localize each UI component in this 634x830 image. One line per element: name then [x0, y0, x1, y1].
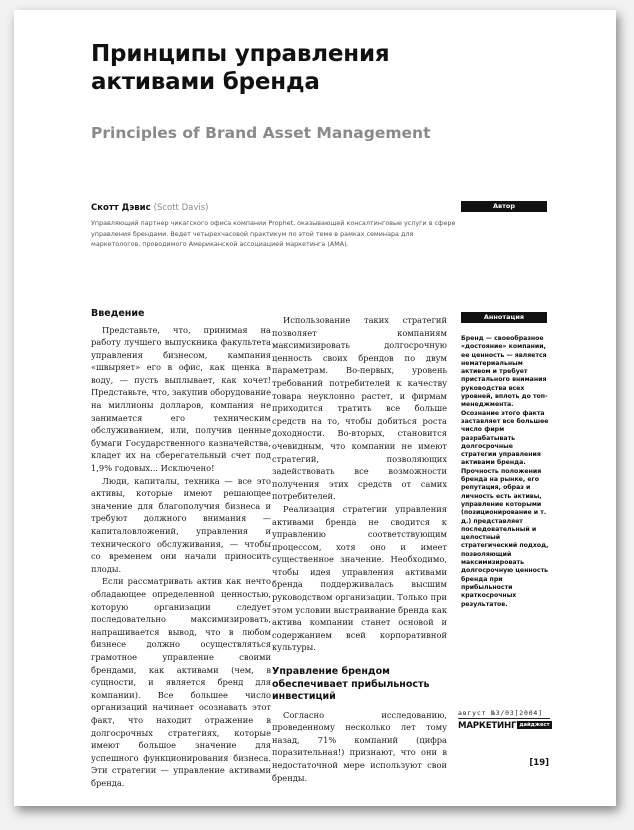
section2-heading: Управление брендом обеспечивает прибыльность инвестиций — [272, 666, 430, 703]
author-name — [91, 203, 208, 213]
intro-heading: Введение — [91, 308, 145, 319]
annotation-label: Аннотация — [461, 312, 547, 323]
col2-paragraph-2: Реализация стратегии управления активами бренда не сводится к управлению соответствующим процессом, хотя оно и имеет существенное значение. Необходимо, чтобы идея управления активами бренда поддерживалась высшим руководством организации. Только при этом условии выстраивание бренда как актива компании станет основой и содержанием всей корпоративной культуры. — [272, 503, 447, 653]
column-2 — [272, 314, 447, 784]
issue-info: август №3/03[2004] — [458, 708, 550, 719]
title-line-1: Принципы управления — [91, 41, 390, 67]
section2-paragraph-1: Согласно исследованию, проведенному несколько лет тому назад, 71% компаний (цифра поразительная!) признают, что они в недостаточной мере используют свои бренды. — [272, 709, 447, 783]
magazine-subtitle: дайджест — [519, 722, 550, 728]
article-title-en: Principles of Brand Asset Management — [91, 124, 431, 142]
magazine-name: МАРКЕТИНГ — [458, 721, 517, 731]
annotation-text: Бренд — своеобразное «достояние» компании, ее ценность — является нематериальным активом и требует пристального внимания руководства всех уровней, вплоть до топ-менеджмента. Осознание этого факта заставляет все большее число фирм разрабатывать долгосрочные стратегии управления активами бренда. Прочность положения бренда на рынке, его репутация, образ и личность есть активы, управление которыми (позиционирование и т. д.) представляет последовательный и целостный стратегический подход, позволяющий максимизировать долгосрочную ценность бренда при прибыльности краткосрочных результатов. — [461, 335, 549, 608]
title-line-2: активами бренда — [91, 69, 320, 95]
magazine-logo — [458, 720, 550, 731]
column-1 — [91, 308, 271, 789]
magazine-page — [14, 10, 616, 806]
article-title-ru — [91, 40, 389, 96]
intro-paragraph-1: Представьте, что, принимая на работу лучшего выпускника факультета управления бизнесом, кампания «швыряет» его в офис, как щенка в воду, — пусть выплывает, как хочет! Представьте, что, закупив оборудование на миллионы долларов, компания не занимается его техническим обслуживанием, или, получив ценные бумаги Государственного казначейства, кладет их на сберегательный счет под 1,9% годовых... Исключено! — [91, 324, 271, 474]
page-number: [19] — [529, 758, 549, 768]
author-label: Автор — [461, 201, 547, 212]
col2-paragraph-1: Использование таких стратегий позволяет компаниям максимизировать долгосрочную ценность своих брендов по двум параметрам. Во-первых, уровень требований потребителей к качеству товара неуклонно растет, и фирмам приходится тратить все больше средств на то, чтобы добиться роста доходности. Во-вторых, становится очевидным, что компании не имеют стратегий, позволяющих задействовать все возможности получения этих средств от самих потребителей. — [272, 315, 447, 502]
author-name-latin: (Scott Davis) — [153, 203, 209, 213]
intro-paragraph-2: Люди, капиталы, техника — все это активы, которые имеют решающее значение для благополучия бизнеса и требуют должного внимания — капиталовложений, управления и технического обслуживания, — чтобы со временем они начали приносить плоды. — [91, 475, 271, 574]
author-bio: Управляющий партнер чикагского офиса компании Prophet, оказывающей консалтинговые услуги в сфере управления брендами. Ведет четырехчасовой практикум по этой теме в рамках семинара для маркетологов, проводимого Американской ассоциацией маркетинга (AMA). — [91, 219, 456, 248]
intro-paragraph-3: Если рассматривать актив как нечто обладающее определенной ценностью, которую организации следует последовательно максимизировать, напрашивается вывод, что в любом бизнесе должно осуществляться грамотное управление своими брендами, как активами (чем, в сущности, и является бренд для компании). Все большее число организаций начинает осознавать этот факт, что находит отражение в долгосрочных стратегиях, которые имеют большое значение для успешного функционирования бизнеса. Эти стратегии — управление активами бренда. — [91, 576, 271, 788]
author-name-ru: Скотт Дэвис — [91, 203, 151, 213]
